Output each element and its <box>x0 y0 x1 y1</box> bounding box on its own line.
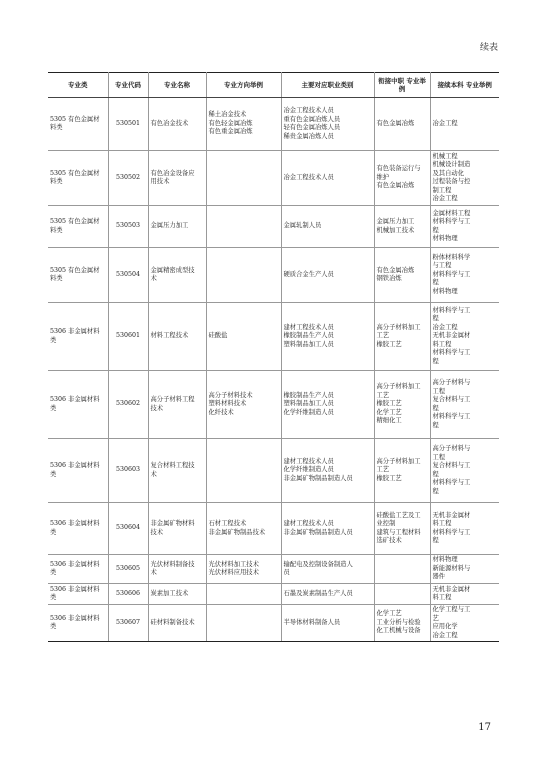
cell-occupation: 半导体材料制备人员 <box>281 605 374 642</box>
cell-undergraduate: 材料科学与工 程 冶金工程 无机非金属材 料工程 材料科学与工 程 <box>430 303 499 371</box>
cell-direction <box>206 248 281 303</box>
cell-secondary: 高分子材料加工 工艺 橡胶工艺 化学工艺 精细化工 <box>374 371 430 439</box>
cell-name: 金属压力加工 <box>148 206 206 248</box>
cell-name: 光伏材料制备技 术 <box>148 555 206 584</box>
cell-category: 5306 非金属材料 类 <box>48 555 108 584</box>
cell-direction <box>206 151 281 206</box>
cell-secondary <box>374 584 430 605</box>
table-row <box>48 605 499 642</box>
table-row <box>48 151 499 206</box>
cell-undergraduate: 无机非金属材 料工程 材料科学与工 程 <box>430 503 499 555</box>
continued-label: 续表 <box>479 43 498 53</box>
cell-name: 硅材料制备技术 <box>148 605 206 642</box>
cell-code: 530605 <box>108 555 148 584</box>
cell-occupation: 建材工程技术人员 非金属矿物制品制造人员 <box>281 503 374 555</box>
cell-occupation: 冶金工程技术人员 <box>281 151 374 206</box>
cell-secondary: 有色装备运行与 维护 有色金属冶炼 <box>374 151 430 206</box>
cell-secondary: 硅酸盐工艺及工 业控制 建筑与工程材料 选矿技术 <box>374 503 430 555</box>
table-row <box>48 303 499 371</box>
cell-code: 530607 <box>108 605 148 642</box>
cell-occupation: 建材工程技术人员 化学纤维制造人员 非金属矿物制品制造人员 <box>281 439 374 503</box>
cell-undergraduate: 冶金工程 <box>430 98 499 151</box>
table-row <box>48 371 499 439</box>
cell-category: 5305 有色金属材 料类 <box>48 98 108 151</box>
cell-name: 材料工程技术 <box>148 303 206 371</box>
cell-undergraduate: 金属材料工程 材料科学与工 程 材料物理 <box>430 206 499 248</box>
cell-undergraduate: 化学工程与工 艺 应用化学 冶金工程 <box>430 605 499 642</box>
cell-occupation: 石墨及炭素制品生产人员 <box>281 584 374 605</box>
header-major-code: 专业代码 <box>108 73 148 98</box>
cell-category: 5305 有色金属材 料类 <box>48 248 108 303</box>
cell-secondary: 金属压力加工 机械加工技术 <box>374 206 430 248</box>
cell-undergraduate: 粉体材料科学 与工程 材料科学与工 程 材料物理 <box>430 248 499 303</box>
table-row <box>48 503 499 555</box>
cell-code: 530601 <box>108 303 148 371</box>
cell-direction <box>206 206 281 248</box>
header-secondary-vocational: 衔接中职 专业举例 <box>374 73 430 98</box>
table-row <box>48 584 499 605</box>
cell-code: 530606 <box>108 584 148 605</box>
cell-direction: 石材工程技术 非金属矿物制品技术 <box>206 503 281 555</box>
cell-direction <box>206 584 281 605</box>
header-major-category: 专业类 <box>48 73 108 98</box>
cell-code: 530503 <box>108 206 148 248</box>
cell-code: 530502 <box>108 151 148 206</box>
cell-category: 5305 有色金属材 料类 <box>48 151 108 206</box>
cell-secondary: 化学工艺 工业分析与检验 化工机械与设备 <box>374 605 430 642</box>
cell-name: 金属精密成型技 术 <box>148 248 206 303</box>
cell-category: 5306 非金属材料 类 <box>48 371 108 439</box>
cell-occupation: 硬质合金生产人员 <box>281 248 374 303</box>
cell-name: 有色冶金技术 <box>148 98 206 151</box>
cell-occupation: 建材工程技术人员 橡胶制品生产人员 塑料制品加工人员 <box>281 303 374 371</box>
cell-occupation: 金属轧制人员 <box>281 206 374 248</box>
cell-undergraduate: 机械工程 机械设计制造 及其自动化 过程装备与控 制工程 冶金工程 <box>430 151 499 206</box>
cell-category: 5306 非金属材料 类 <box>48 584 108 605</box>
cell-occupation: 冶金工程技术人员 重有色金属冶炼人员 轻有色金属冶炼人员 稀贵金属冶炼人员 <box>281 98 374 151</box>
cell-occupation: 输配电及控制设备制造人 员 <box>281 555 374 584</box>
cell-secondary: 高分子材料加工 工艺 橡胶工艺 <box>374 439 430 503</box>
cell-name: 非金属矿物材料 技术 <box>148 503 206 555</box>
major-catalog-table <box>48 72 499 642</box>
table-row <box>48 439 499 503</box>
header-direction-examples: 专业方向举例 <box>206 73 281 98</box>
table-row <box>48 98 499 151</box>
table-row <box>48 555 499 584</box>
cell-code: 530501 <box>108 98 148 151</box>
cell-direction <box>206 605 281 642</box>
cell-code: 530504 <box>108 248 148 303</box>
cell-direction <box>206 439 281 503</box>
table-header-row <box>48 73 499 98</box>
cell-secondary: 高分子材料加工 工艺 橡胶工艺 <box>374 303 430 371</box>
cell-undergraduate: 高分子材料与 工程 复合材料与工 程 材料科学与工 程 <box>430 439 499 503</box>
cell-category: 5306 非金属材料 类 <box>48 503 108 555</box>
cell-secondary: 有色金属冶炼 <box>374 98 430 151</box>
cell-name: 有色冶金设备应 用技术 <box>148 151 206 206</box>
cell-code: 530603 <box>108 439 148 503</box>
header-occupation-categories: 主要对应职业类别 <box>281 73 374 98</box>
cell-name: 复合材料工程技 术 <box>148 439 206 503</box>
table-row <box>48 248 499 303</box>
cell-direction: 稀土冶金技术 有色轻金属冶炼 有色重金属冶炼 <box>206 98 281 151</box>
cell-name: 高分子材料工程 技术 <box>148 371 206 439</box>
cell-undergraduate: 高分子材料与 工程 复合材料与工 程 材料科学与工 程 <box>430 371 499 439</box>
cell-undergraduate: 材料物理 新能源材料与 器件 <box>430 555 499 584</box>
cell-category: 5305 有色金属材 料类 <box>48 206 108 248</box>
cell-name: 炭素加工技术 <box>148 584 206 605</box>
header-major-name: 专业名称 <box>148 73 206 98</box>
cell-secondary: 有色金属冶炼 钢铁冶炼 <box>374 248 430 303</box>
cell-direction: 硅酸盐 <box>206 303 281 371</box>
cell-direction: 光伏材料加工技术 光伏材料应用技术 <box>206 555 281 584</box>
cell-occupation: 橡胶制品生产人员 塑料制品加工人员 化学纤维制造人员 <box>281 371 374 439</box>
cell-category: 5306 非金属材料 类 <box>48 605 108 642</box>
cell-category: 5306 非金属材料 类 <box>48 439 108 503</box>
cell-code: 530602 <box>108 371 148 439</box>
header-undergraduate: 接续本科 专业举例 <box>430 73 499 98</box>
page-number: 17 <box>478 722 491 733</box>
cell-category: 5306 非金属材料 类 <box>48 303 108 371</box>
table-row <box>48 206 499 248</box>
cell-code: 530604 <box>108 503 148 555</box>
cell-undergraduate: 无机非金属材 料工程 <box>430 584 499 605</box>
cell-direction: 高分子材料技术 塑料材料技术 化纤技术 <box>206 371 281 439</box>
cell-secondary <box>374 555 430 584</box>
